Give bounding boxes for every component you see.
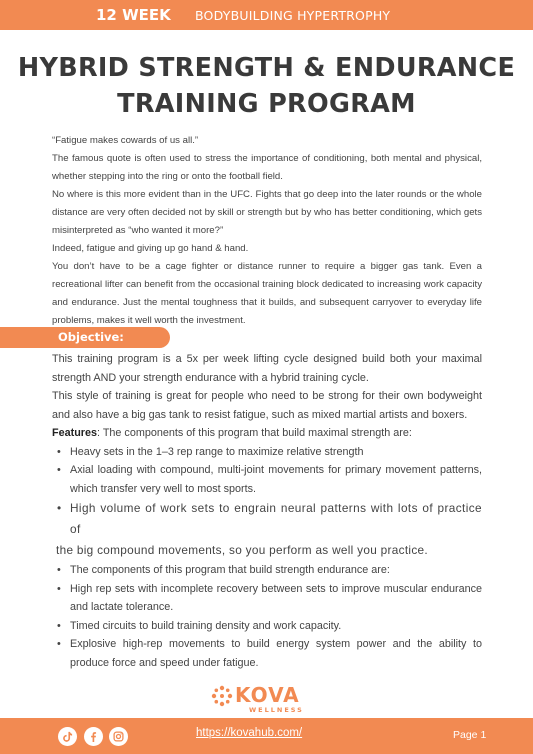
features-text: : The components of this program that build maximal strength are: — [97, 427, 412, 439]
kova-logo — [211, 683, 321, 717]
intro-section — [52, 132, 482, 330]
intro-paragraph: No where is this more evident than in the UFC. Fights that go deep into the later rounds or the whole distance are very often decided not by skill or strength but by who has better conditioning, which gets misinterpreted as “who wanted it more?” — [52, 189, 482, 236]
intro-quote: “Fatigue makes cowards of us all.” — [52, 135, 199, 146]
objective-heading-bar — [0, 327, 170, 348]
list-item: • The components of this program that build strength endurance are: — [52, 561, 482, 580]
header-bar — [0, 0, 533, 30]
objective-paragraph: This training program is a 5x per week lifting cycle designed build both your maximal strength AND your strength endurance with a hybrid training cycle. — [52, 353, 482, 384]
instagram-icon[interactable] — [109, 727, 128, 746]
page-title — [0, 50, 533, 122]
header-week: 12 WEEK — [96, 6, 171, 24]
objective-heading: Objective: — [58, 330, 124, 344]
list-item: • High volume of work sets to engrain neural patterns with lots of practice of — [52, 498, 482, 540]
website-link[interactable]: https://kovahub.com/ — [196, 727, 303, 739]
list-item: • Timed circuits to build training density and work capacity. — [52, 617, 482, 636]
objective-section — [52, 350, 482, 672]
intro-paragraph: Indeed, fatigue and giving up go hand & hand. — [52, 243, 249, 254]
features-paragraph — [52, 424, 482, 443]
strength-list — [52, 443, 482, 541]
facebook-icon[interactable] — [84, 727, 103, 746]
list-item: • Explosive high-rep movements to build energy system power and the ability to produce force and speed under fatigue. — [52, 635, 482, 672]
list-continuation: the big compound movements, so you perform as well you practice. — [56, 543, 428, 557]
intro-paragraph: You don’t have to be a cage fighter or distance runner to require a bigger gas tank. Even a recreational lifter can benefit from the occasional training block dedicated to increasing work capacity and endurance. Just the mental toughness that it builds, and subsequent carryover to everyday life problems, makes it well worth the investment. — [52, 261, 482, 326]
endurance-list — [52, 561, 482, 672]
objective-paragraph: This style of training is great for people who need to be strong for their own bodyweight and also have a big gas tank to resist fatigue, such as mixed martial artists and boxers. — [52, 390, 482, 421]
intro-paragraph: The famous quote is often used to stress the importance of conditioning, both mental and physical, whether stepping into the ring or onto the football field. — [52, 153, 482, 182]
logo-name: KOVA — [235, 683, 300, 707]
header-subtitle: BODYBUILDING HYPERTROPHY — [195, 8, 391, 23]
logo-tagline: WELLNESS — [249, 706, 304, 714]
features-label: Features — [52, 427, 98, 439]
kova-burst-icon — [211, 685, 233, 707]
tiktok-icon[interactable] — [58, 727, 77, 746]
title-line-1: HYBRID STRENGTH & ENDURANCE — [17, 53, 516, 83]
list-item: • High rep sets with incomplete recovery between sets to improve muscular endurance and lactate tolerance. — [52, 580, 482, 617]
footer-bar — [0, 718, 533, 754]
page-number: Page 1 — [453, 729, 487, 741]
list-item: • Axial loading with compound, multi-joint movements for primary movement patterns, which transfer very well to most sports. — [52, 461, 482, 498]
title-line-2: TRAINING PROGRAM — [117, 89, 416, 119]
list-item: • Heavy sets in the 1–3 rep range to maximize relative strength — [52, 443, 482, 462]
